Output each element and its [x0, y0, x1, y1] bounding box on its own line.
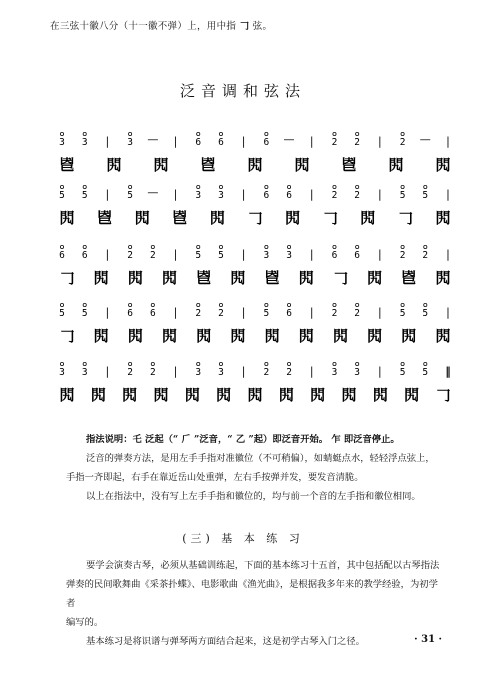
notes-paragraph-4: 以上在指法中，没有写上左手手指和徽位的，均与前一个音的左手指和徽位相同。 — [86, 491, 421, 502]
notes-paragraph-3: 手指一齐即起，右手在靠近岳山处重弹，左右手按弹并发，要发音清脆。 — [66, 472, 364, 483]
score-note: 6 — [286, 308, 292, 319]
score-barline: | — [309, 306, 314, 319]
score-barline: | — [378, 365, 382, 378]
harmonic-circle-mark — [219, 185, 222, 188]
tablature-glyph: 𨳊 — [59, 209, 75, 227]
score-note: 6 — [263, 190, 270, 201]
harmonic-circle-mark — [356, 245, 359, 248]
score-barline: | — [378, 306, 382, 319]
harmonic-circle-mark — [424, 362, 427, 365]
tablature-glyph: 𨳊 — [59, 386, 75, 404]
harmonic-circle-mark — [356, 362, 359, 365]
tablature-glyph: 𠃌 — [322, 209, 338, 227]
tablature-glyph: 𠃌 — [332, 269, 348, 287]
score-barline: | — [105, 248, 110, 261]
harmonic-circle-mark — [60, 185, 63, 188]
score-note: 5 — [59, 308, 65, 319]
harmonic-circle-mark — [60, 245, 63, 248]
harmonic-circle-mark — [60, 362, 63, 365]
score-note: 2 — [127, 367, 133, 378]
harmonic-circle-mark — [129, 245, 132, 248]
intro-paragraph-3: 编写的。 — [66, 617, 104, 628]
score-note: 3 — [218, 190, 224, 201]
tablature-glyph: 𨳊 — [162, 327, 178, 345]
score-barline: | — [241, 248, 246, 261]
score-note: 2 — [218, 308, 224, 319]
harmonic-circle-mark — [83, 245, 86, 248]
tablature-glyph: 𨳊 — [401, 327, 417, 345]
score-barline: | — [378, 248, 382, 261]
score-note: 2 — [263, 367, 270, 378]
harmonic-circle-mark — [129, 362, 132, 365]
harmonic-circle-mark — [333, 132, 336, 135]
tablature-glyph: 𨳊 — [360, 209, 376, 227]
harmonic-circle-mark — [333, 185, 336, 188]
tablature-glyph: 𢀺 — [97, 209, 113, 227]
score-note: 5 — [422, 190, 429, 201]
intro-paragraph-2: 弹奏的民间歌舞曲《采茶扑蝶》、电影歌曲《渔光曲》，是根据我多年来的教学经验，为初学者 — [66, 579, 438, 609]
score-barline: | — [173, 365, 178, 378]
harmonic-circle-mark — [287, 245, 290, 248]
harmonic-circle-mark — [401, 185, 404, 188]
tablature-glyph: 𨳊 — [285, 209, 301, 227]
tablature-glyph: 𠃌 — [397, 209, 413, 227]
tablature-glyph: 𢀺 — [264, 269, 280, 287]
tablature-glyph: 𨳊 — [153, 386, 169, 404]
score-barline: | — [173, 135, 178, 148]
tablature-glyph: 𨳊 — [341, 386, 357, 404]
score-barline: | — [173, 306, 178, 319]
harmonic-circle-mark — [83, 362, 86, 365]
score-note: 6 — [195, 137, 202, 148]
score-note: 2 — [422, 250, 429, 261]
score-note: 2 — [127, 250, 133, 261]
harmonic-circle-mark — [129, 185, 132, 188]
score-note: 2 — [399, 137, 406, 148]
harmonic-circle-mark — [424, 185, 427, 188]
score-barline: | — [173, 188, 178, 201]
score-note: 5 — [59, 190, 65, 201]
tablature-glyph: 𨳊 — [93, 269, 109, 287]
tablature-glyph: 𨳊 — [435, 269, 451, 287]
harmonic-circle-mark — [83, 132, 86, 135]
harmonic-circle-mark — [219, 303, 222, 306]
score-barline: | — [241, 188, 246, 201]
harmonic-circle-mark — [401, 132, 404, 135]
score-barline: | — [241, 365, 246, 378]
score-note: 5 — [81, 308, 88, 319]
harmonic-circle-mark — [356, 185, 359, 188]
tablature-glyph: 𨳊 — [310, 386, 326, 404]
tablature-glyph: 𨳊 — [264, 327, 280, 345]
harmonic-circle-mark — [151, 362, 154, 365]
score-note: 6 — [59, 250, 65, 261]
harmonic-circle-mark — [151, 303, 154, 306]
harmonic-circle-mark — [265, 132, 268, 135]
score-note: 5 — [422, 308, 429, 319]
score-barline: | — [309, 248, 314, 261]
score-note: 5 — [218, 250, 224, 261]
score-note: 2 — [149, 367, 156, 378]
instruction-text-before: 在三弦十徽八分（十一徽不弹）上，用中指 — [50, 21, 237, 32]
score-barline: | — [105, 188, 110, 201]
score-barline: | — [241, 135, 246, 148]
tablature-glyph: 𨳊 — [435, 156, 451, 174]
tablature-glyph: 𨳊 — [196, 327, 212, 345]
tablature-glyph: 𨳊 — [127, 327, 143, 345]
score-note: 5 — [422, 367, 429, 378]
score-note: 6 — [127, 308, 133, 319]
harmonic-circle-mark — [265, 245, 268, 248]
harmonic-circle-mark — [356, 132, 359, 135]
tablature-glyph: 𠃌 — [59, 327, 75, 345]
tablature-glyph: 𨳊 — [367, 269, 383, 287]
harmonic-circle-mark — [333, 362, 336, 365]
tablature-glyph: 𨳊 — [209, 209, 225, 227]
score-dash: — — [283, 133, 295, 146]
tablature-glyph: 𨳊 — [106, 156, 122, 174]
harmonic-circle-mark — [401, 245, 404, 248]
score-note: 2 — [331, 190, 338, 201]
score-note: 2 — [286, 367, 292, 378]
tablature-glyph: 𨳊 — [216, 386, 232, 404]
score-note: 6 — [331, 250, 338, 261]
tablature-glyph: 𨳊 — [162, 269, 178, 287]
harmonic-circle-mark — [197, 303, 200, 306]
score-note: 6 — [218, 137, 224, 148]
score-note: 2 — [195, 308, 202, 319]
tablature-glyph: 𨳊 — [122, 386, 138, 404]
tablature-glyph: 𨳊 — [298, 269, 314, 287]
page-title: 泛音调和弦法 — [179, 82, 306, 100]
score-barline: | — [309, 135, 314, 148]
tablature-glyph: 𨳊 — [332, 327, 348, 345]
harmonic-circle-mark — [197, 245, 200, 248]
score-note: 2 — [331, 137, 338, 148]
harmonic-circle-mark — [287, 185, 290, 188]
score-note: 5 — [399, 190, 406, 201]
score-note: 5 — [263, 308, 270, 319]
harmonic-circle-mark — [265, 303, 268, 306]
harmonic-circle-mark — [219, 245, 222, 248]
score-note: 3 — [195, 367, 202, 378]
score-note: 6 — [149, 308, 156, 319]
harmonic-circle-mark — [424, 303, 427, 306]
score-note: 2 — [399, 250, 406, 261]
score-dash: — — [147, 186, 159, 199]
harmonic-circle-mark — [287, 303, 290, 306]
score-dash: — — [419, 133, 431, 146]
harmonic-circle-mark — [333, 303, 336, 306]
harmonic-circle-mark — [60, 132, 63, 135]
score-barline: ‖ — [445, 365, 451, 378]
score-barline: | — [105, 365, 110, 378]
score-note: 2 — [354, 308, 361, 319]
harmonic-circle-mark — [197, 362, 200, 365]
instruction-text-after: 弦。 — [252, 21, 273, 32]
tablature-glyph: 𨳊 — [298, 327, 314, 345]
harmonic-circle-mark — [197, 132, 200, 135]
score-barline: | — [446, 248, 450, 261]
harmonic-circle-mark — [265, 185, 268, 188]
notes-paragraph-2: 泛音的弹奏方法，是用左手手指对准徽位（不可稍偏），如蜻蜓点水，轻轻浮点弦上， — [86, 453, 435, 464]
score-note: 3 — [286, 250, 292, 261]
harmonic-circle-mark — [129, 132, 132, 135]
score-note: 2 — [354, 190, 361, 201]
harmonic-circle-mark — [401, 303, 404, 306]
score-note: 2 — [149, 250, 156, 261]
score-barline: | — [446, 135, 450, 148]
harmonic-circle-mark — [129, 303, 132, 306]
score-note: 5 — [399, 367, 406, 378]
tablature-glyph: 𨳊 — [230, 327, 246, 345]
harmonic-circle-mark — [333, 245, 336, 248]
harmonic-circle-mark — [356, 303, 359, 306]
harmonic-circle-mark — [219, 362, 222, 365]
tablature-glyph: 𠃌 — [247, 209, 263, 227]
instruction-tab-glyph: 𠃌 — [239, 21, 250, 32]
tablature-glyph: 𨳊 — [404, 386, 420, 404]
tablature-glyph: 𨳊 — [294, 156, 310, 174]
tablature-glyph: 𢀺 — [200, 156, 216, 174]
tablature-glyph: 𠃌 — [435, 386, 451, 404]
score-note: 5 — [127, 190, 133, 201]
harmonic-circle-mark — [401, 362, 404, 365]
score-barline: | — [105, 306, 110, 319]
tablature-glyph: 𨳊 — [184, 386, 200, 404]
score-barline: | — [446, 306, 450, 319]
score-barline: | — [241, 306, 246, 319]
harmonic-circle-mark — [424, 245, 427, 248]
tablature-glyph: 𠃌 — [59, 269, 75, 287]
score-note: 3 — [354, 367, 361, 378]
tablature-glyph: 𨳊 — [435, 209, 451, 227]
tablature-glyph: 𨳊 — [90, 386, 106, 404]
tablature-glyph: 𨳊 — [93, 327, 109, 345]
intro-paragraph-1: 要学会演奏古琴，必须从基础训练起，下面的基本练习十五首，其中包括配以古琴指法 — [86, 560, 440, 571]
tablature-glyph: 𨳊 — [372, 386, 388, 404]
score-note: 3 — [59, 137, 65, 148]
score-note: 3 — [127, 137, 133, 148]
score-note: 3 — [331, 367, 338, 378]
tablature-glyph: 𨳊 — [247, 156, 263, 174]
score-note: 6 — [81, 250, 88, 261]
harmonic-circle-mark — [287, 362, 290, 365]
score-note: 3 — [81, 137, 88, 148]
tablature-glyph: 𢀺 — [196, 269, 212, 287]
score-note: 2 — [354, 137, 361, 148]
tablature-glyph: 𨳊 — [134, 209, 150, 227]
score-note: 3 — [59, 367, 65, 378]
tablature-glyph: 𨳊 — [388, 156, 404, 174]
tablature-glyph: 𨳊 — [367, 327, 383, 345]
score-barline: | — [378, 135, 382, 148]
tablature-glyph: 𨳊 — [153, 156, 169, 174]
harmonic-circle-mark — [197, 185, 200, 188]
score-dash: — — [147, 133, 159, 146]
score-barline: | — [446, 188, 450, 201]
intro-paragraph-4: 基本练习是将识谱与弹琴两方面结合起来，这是初学古琴入门之径。 — [86, 636, 365, 647]
score-note: 6 — [263, 137, 270, 148]
tablature-glyph: 𢀺 — [59, 156, 75, 174]
intro-text — [66, 556, 446, 651]
score-note: 5 — [81, 190, 88, 201]
harmonic-circle-mark — [265, 362, 268, 365]
score-note: 3 — [81, 367, 88, 378]
tablature-glyph: 𨳊 — [127, 269, 143, 287]
harmonic-circle-mark — [83, 185, 86, 188]
harmonic-circle-mark — [60, 303, 63, 306]
fingering-notes — [66, 430, 446, 506]
score-barline: | — [309, 188, 314, 201]
score-note: 3 — [195, 190, 202, 201]
tablature-glyph: 𨳊 — [435, 327, 451, 345]
tablature-glyph: 𨳊 — [230, 269, 246, 287]
tablature-glyph: 𢀺 — [401, 269, 417, 287]
score-barline: | — [309, 365, 314, 378]
harmonic-circle-mark — [219, 132, 222, 135]
score-note: 3 — [218, 367, 224, 378]
section-title: (三) 基 本 练 习 — [182, 532, 304, 545]
score-note: 3 — [263, 250, 270, 261]
tablature-glyph: 𨳊 — [278, 386, 294, 404]
score-note: 5 — [195, 250, 202, 261]
tablature-glyph: 𢀺 — [172, 209, 188, 227]
score-barline: | — [173, 248, 178, 261]
page-number: · 31 · — [414, 634, 442, 645]
score-note: 6 — [354, 250, 361, 261]
score-barline: | — [378, 188, 382, 201]
score-note: 2 — [331, 308, 338, 319]
notes-paragraph-1: 指法说明：乇 泛起（“ 𠂆 ”泛音，“ 乙 ”起）即泛音开始。 乍 即泛音停止。 — [86, 434, 400, 445]
score-note: 5 — [399, 308, 406, 319]
tablature-glyph: 𢀺 — [341, 156, 357, 174]
harmonic-circle-mark — [151, 245, 154, 248]
score-note: 6 — [286, 190, 292, 201]
tablature-glyph: 𨳊 — [247, 386, 263, 404]
score-barline: | — [105, 135, 110, 148]
harmonic-circle-mark — [83, 303, 86, 306]
